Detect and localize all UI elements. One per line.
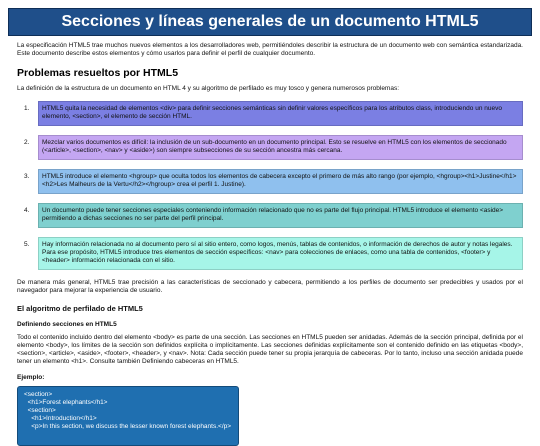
code-line: <p>In this section, we discuss the lesser known forest elephants.</p> (24, 423, 232, 430)
list-item-box: Mezclar varios documentos es difícil: la inclusión de un sub-documento en un documento principal. Esto se resuelve en HTML5 con los elementos de seccionado (<article>, <section>, <nav> y <aside>) son siempre subsecciones de su sección ancestra más cercana. (38, 135, 523, 160)
example-label: Ejemplo: (17, 374, 45, 381)
code-line: <h1>Forest elephants</h1> (24, 399, 108, 406)
code-line: <h1>Introduction</h1> (24, 415, 97, 422)
list-item-box: Un documento puede tener secciones especiales conteniendo información relacionado que no es parte del flujo principal. HTML5 introduce el elemento <aside> permitiendo a dichas secciones no ser parte del perfil principal. (38, 203, 523, 228)
problems-closing: De manera más general, HTML5 trae precisión a las características de seccionado y cabecera, permitiendo a los perfiles de documento ser predecibles y usados por el navegador para mejorar la experiencia de usuario. (17, 279, 523, 294)
list-item-number: 2. (24, 139, 30, 146)
list-item (17, 135, 523, 160)
code-line: <section> (24, 391, 53, 398)
list-item (17, 169, 523, 194)
list-item (17, 203, 523, 228)
defining-sections-text: Todo el contenido incluido dentro del elemento <body> es parte de una sección. Las secciones en HTML5 pueden ser anidadas. Además de la sección principal, definida por el elemento <body>, los límites de la sección son definidos explícita o implícitamente. Las secciones definidas explícitamente son el contenido definido en las etiquetas <body>, <section>, <article>, <aside>, <footer>, <header>, y <nav>. Nota: Cada sección puede tener su propia jerarquía de cabeceras. Por lo tanto, incluso una sección anidada puede tener un elemento <h1>. Consulte también Definiendo cabeceras en HTML5. (17, 334, 523, 365)
list-item-number: 5. (24, 241, 30, 248)
list-item-number: 4. (24, 207, 30, 214)
main-content (0, 42, 540, 446)
intro-paragraph: La especificación HTML5 trae muchos nuevos elementos a los desarrolladores web, permitiéndoles describir la estructura de un documento web con semántica estandarizada. Este documento describe estos elementos y cómo usarlos para definir el perfil de cualquier documento. (17, 42, 523, 57)
problems-lead: La definición de la estructura de un documento en HTML 4 y su algoritmo de perfilado es muy tosco y genera numerosos problemas: (17, 85, 400, 92)
list-item (17, 237, 523, 270)
algorithm-heading: El algoritmo de perfilado de HTML5 (17, 304, 143, 313)
list-item (17, 101, 523, 126)
list-item-box: HTML5 introduce el elemento <hgroup> que oculta todos los elementos de cabecera excepto el primero de más alto rango (por ejemplo, <hgroup><h1>Justine</h1><h2>Les Malheurs de la Vertu</h2></hgroup> crea el perfil 1. Justine). (38, 169, 523, 194)
problems-list (17, 101, 523, 270)
list-item-number: 1. (24, 105, 30, 112)
list-item-number: 3. (24, 173, 30, 180)
problems-heading: Problemas resueltos por HTML5 (17, 67, 179, 79)
code-example (17, 386, 239, 446)
list-item-box: Hay información relacionada no al documento pero sí al sitio entero, como logos, menús, tablas de contenidos, o información de derechos de autor y notas legales. Para ese propósito, HTML5 introduce tres elementos de sección específicos: <nav> para colecciones de enlaces, como una tabla de contenidos, <footer> y <header> información relacionada con el sitio. (38, 237, 523, 270)
list-item-box: HTML5 quita la necesidad de elementos <div> para definir secciones semánticas sin definir valores específicos para los atributos class, introduciendo un nuevo elemento, <section>, el elemento de sección HTML. (38, 101, 523, 126)
page-title-bar (8, 8, 532, 36)
page-title: Secciones y líneas generales de un documento HTML5 (61, 13, 479, 30)
defining-sections-heading: Definiendo secciones en HTML5 (17, 321, 117, 328)
code-line: <section> (24, 407, 56, 414)
